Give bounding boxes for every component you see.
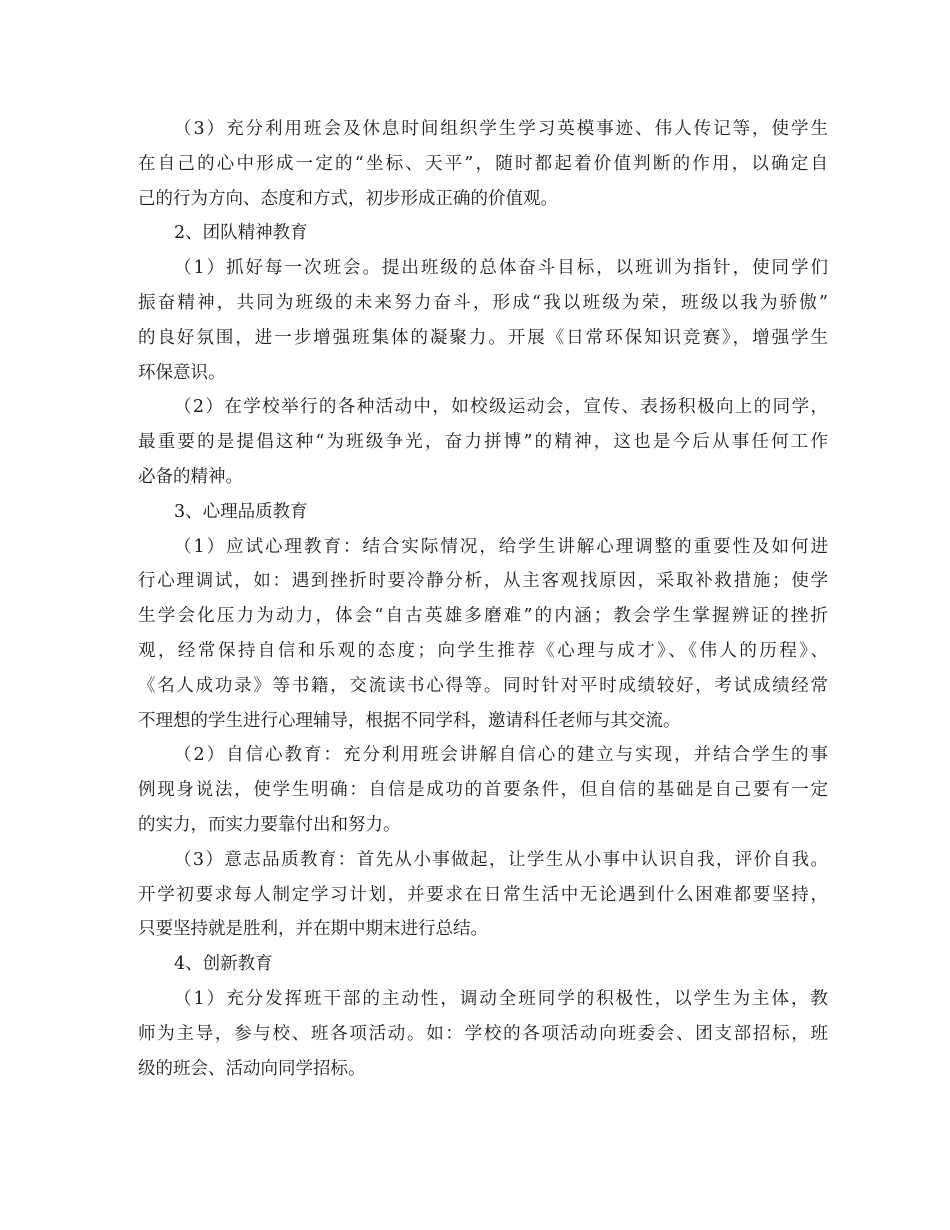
paragraph-line: 《名人成功录》等书籍，交流读书心得等。同时针对平时成绩较好，考试成绩经常 [138,675,828,696]
paragraph-line: 例现身说法，使学生明确：自信是成功的首要条件，但自信的基础是自己要有一定 [138,780,828,801]
paragraph-first-line: （1）应试心理教育：结合实际情况，给学生讲解心理调整的重要性及如何进 [174,536,828,557]
document-body [138,112,828,1086]
paragraph-line: 生学会化压力为动力，体会“自古英雄多磨难”的内涵；教会学生掌握辨证的挫折 [138,606,828,627]
paragraph-line: 最重要的是提倡这种“为班级争光，奋力拼博”的精神，这也是今后从事任何工作 [138,432,828,453]
paragraph-line: 振奋精神，共同为班级的未来努力奋斗，形成“我以班级为荣，班级以我为骄傲” [138,292,828,313]
paragraph-line: 不理想的学生进行心理辅导，根据不同学科，邀请科任老师与其交流。 [138,710,681,731]
paragraph-line: 的良好氛围，进一步增强班集体的凝聚力。开展《日常环保知识竞赛》，增强学生 [138,327,828,348]
paragraph-first-line: （3）充分利用班会及休息时间组织学生学习英模事迹、伟人传记等，使学生 [174,119,828,139]
paragraph-line: 环保意识。 [138,362,226,383]
paragraph-first-line: （2）自信心教育：充分利用班会讲解自信心的建立与实现，并结合学生的事 [174,745,828,766]
paragraph-line: 必备的精神。 [138,466,243,487]
paragraph-line: 行心理调试，如：遇到挫折时要冷静分析，从主客观找原因，采取补救措施；使学 [138,571,828,592]
paragraph-first-line: 4、创新教育 [174,954,273,975]
paragraph-first-line: （3）意志品质教育：首先从小事做起，让学生从小事中认识自我，评价自我。 [174,849,828,870]
paragraph-first-line: （1）抓好每一次班会。提出班级的总体奋斗目标，以班训为指针，使同学们 [174,258,828,279]
paragraph-line: 观，经常保持自信和乐观的态度；向学生推荐《心理与成才》、《伟人的历程》、 [138,640,828,661]
paragraph-first-line: （1）充分发挥班干部的主动性，调动全班同学的积极性，以学生为主体，教 [174,988,828,1009]
paragraph-line: 开学初要求每人制定学习计划，并要求在日常生活中无论遇到什么困难都要坚持， [138,884,828,905]
paragraph-first-line: 3、心理品质教育 [174,501,308,522]
paragraph-line: 级的班会、活动向同学招标。 [138,1058,366,1079]
paragraph-line: 师为主导，参与校、班各项活动。如：学校的各项活动向班委会、团支部招标，班 [138,1023,828,1044]
paragraph-first-line: 2、团队精神教育 [174,223,308,244]
paragraph-line: 己的行为方向、态度和方式，初步形成正确的价值观。 [138,188,558,209]
paragraph-first-line: （2）在学校举行的各种活动中，如校级运动会，宣传、表扬积极向上的同学， [174,397,828,418]
paragraph-line: 在自己的心中形成一定的“坐标、天平”，随时都起着价值判断的作用，以确定自 [138,153,828,174]
paragraph-line: 只要坚持就是胜利，并在期中期末进行总结。 [138,919,488,940]
paragraph-line: 的实力，而实力要靠付出和努力。 [138,814,401,835]
